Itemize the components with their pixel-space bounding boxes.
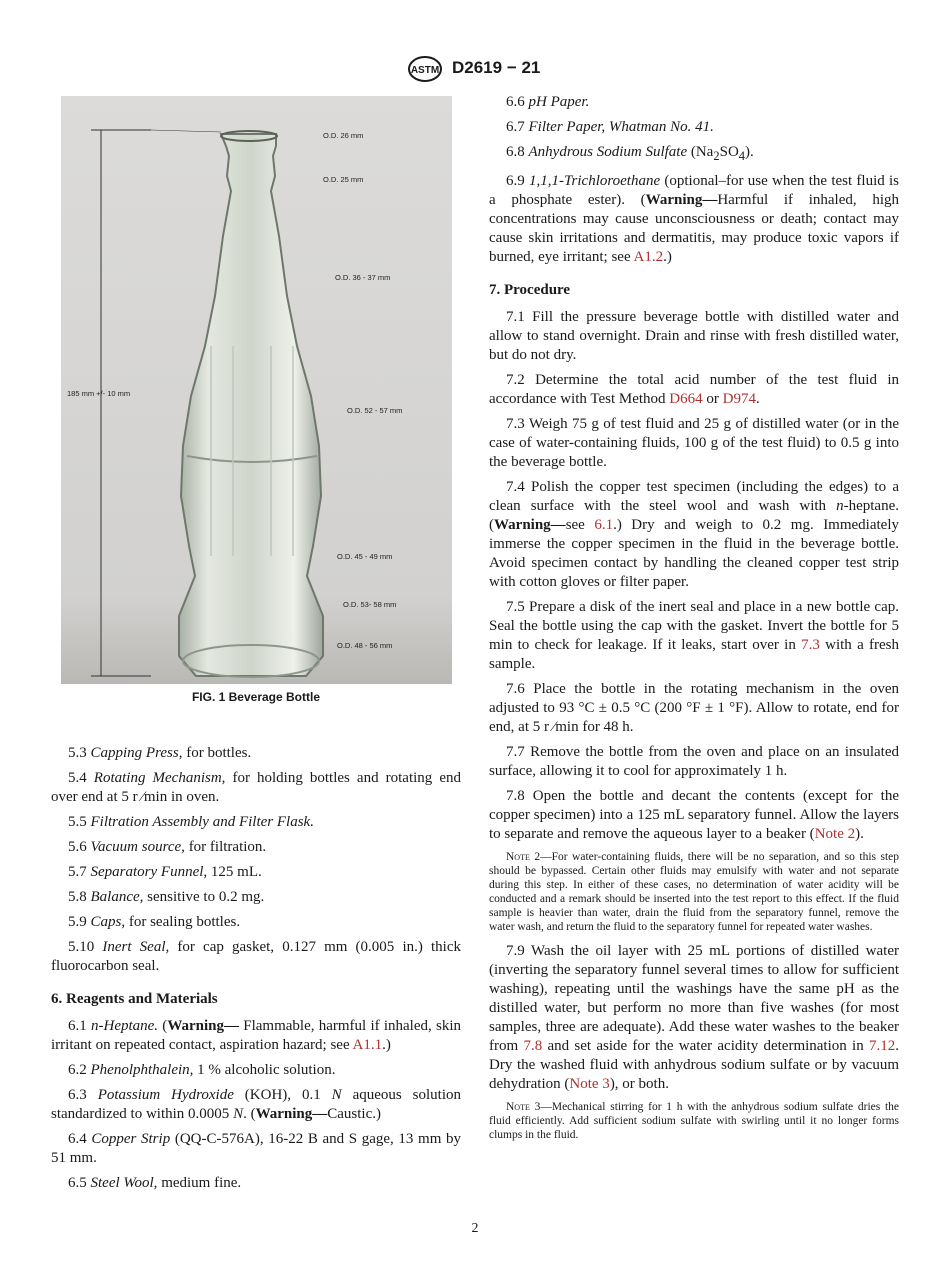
para-7-8: 7.8 Open the bottle and decant the contents (except for the copper specimen) into a 125 mL separatory funnel. Allow the layers to separate and remove the aqueous layer to a beaker (Note 2). — [489, 788, 899, 842]
para-7-1: 7.1 Fill the pressure beverage bottle with distilled water and allow to stand overnight. Drain and rinse with fresh distilled water, but do not dry. — [489, 309, 899, 363]
figure-caption: FIG. 1 Beverage Bottle — [191, 690, 321, 704]
para-7-2: 7.2 Determine the total acid number of the test fluid in accordance with Test Method D664 or D974. — [489, 372, 899, 407]
ref-7-12[interactable]: 7.12 — [869, 1038, 896, 1054]
standard-designation: D2619 − 21 — [452, 58, 541, 77]
ref-note-2[interactable]: Note 2 — [814, 826, 856, 842]
page-header — [0, 56, 950, 86]
para-5-6: 5.6 Vacuum source, for filtration. — [68, 839, 267, 855]
astm-logo — [407, 56, 443, 82]
ref-a1-1[interactable]: A1.1 — [352, 1037, 383, 1053]
para-6-6: 6.6 pH Paper. — [506, 94, 590, 110]
od-36-37-label: O.D. 36 - 37 mm — [335, 273, 391, 282]
para-7-7: 7.7 Remove the bottle from the oven and place on an insulated surface, allowing it to cool for approximately 1 h. — [489, 744, 899, 779]
para-7-4: 7.4 Polish the copper test specimen (including the edges) to a clean surface with the steel wool and wash with n-heptane. (Warning—see 6.1.) Dry and weigh to 0.2 mg. Immediately immerse the copper specimen in the fluid in the beverage bottle. Avoid specimen contact by handling the cleaned copper test strip with cotton gloves or filter paper. — [489, 479, 899, 590]
para-6-4: 6.4 Copper Strip (QQ-C-576A), 16-22 B and S gage, 13 mm by 51 mm. — [51, 1131, 461, 1166]
note-2: Note 2—For water-containing fluids, there will be no separation, and so this step should be bypassed. Certain other fluids may emulsify with water and not separate during this step. In either of these cases, no determination of water acidity will be conducted and a remark should be inserted into the test report to this effect. If the fluid sample is heavier than water, drain the fluid from the separatory funnel, remove the water wash, and return the fluid to the separatory funnel for repeated water washes. — [489, 851, 899, 933]
beverage-bottle-figure — [61, 96, 452, 684]
para-6-3: 6.3 Potassium Hydroxide (KOH), 0.1 N aqueous solution standardized to within 0.0005 N. (Warning—Caustic.) — [51, 1087, 461, 1122]
od-52-57-label: O.D. 52 - 57 mm — [347, 406, 403, 415]
para-6-1: 6.1 n-Heptane. (Warning— Flammable, harmful if inhaled, skin irritant on repeated contact, aspiration hazard; see A1.1.) — [51, 1018, 462, 1053]
left-column — [51, 744, 461, 1199]
ref-7-3[interactable]: 7.3 — [801, 637, 820, 653]
para-5-3: 5.3 Capping Press, for bottles. — [68, 745, 252, 761]
od-48-56-label: O.D. 48 - 56 mm — [337, 641, 393, 650]
para-7-9: 7.9 Wash the oil layer with 25 mL portions of distilled water (inverting the separatory funnel several times to allow for sufficient washing), repeating until the washings have the same pH as the distilled water, but perform no more than five washes (for most samples, three are adequate). Add these water washes to the beaker from 7.8 and set aside for the water acidity determination in 7.12. Dry the washed fluid with anhydrous sodium sulfate or by vacuum dehydration (Note 3), or both. — [489, 943, 899, 1092]
right-column — [489, 93, 899, 1150]
para-6-7: 6.7 Filter Paper, Whatman No. 41. — [506, 119, 714, 135]
para-5-7: 5.7 Separatory Funnel, 125 mL. — [68, 864, 262, 880]
para-5-5: 5.5 Filtration Assembly and Filter Flask. — [68, 814, 314, 830]
para-7-6: 7.6 Place the bottle in the rotating mechanism in the oven adjusted to 93 °C ± 0.5 °C (200 °F ± 1 °F). Allow to rotate, end for end, at 5 r ⁄min for 48 h. — [489, 681, 899, 735]
ref-d664[interactable]: D664 — [669, 391, 703, 407]
para-5-10: 5.10 Inert Seal, for cap gasket, 0.127 mm (0.005 in.) thick fluorocarbon seal. — [51, 939, 461, 974]
page-number: 2 — [471, 1221, 479, 1236]
para-6-8: 6.8 Anhydrous Sodium Sulfate $(Na_2SO_4)$. — [506, 144, 754, 163]
od-45-49-label: O.D. 45 - 49 mm — [337, 552, 393, 561]
ref-note-3[interactable]: Note 3 — [569, 1076, 610, 1092]
para-7-3: 7.3 Weigh 75 g of test fluid and 25 g of distilled water (or in the case of water-containing fluids, 100 g of the test fluid) to 0.5 g into the beverage bottle. — [489, 416, 899, 470]
od-53-58-label: O.D. 53- 58 mm — [343, 600, 397, 609]
logo-text: ASTM — [410, 65, 440, 76]
para-7-5: 7.5 Prepare a disk of the inert seal and place in a new bottle cap. Seal the bottle using the cap with the gasket. Invert the bottle for 5 min to check for leakage. If it leaks, start over in 7.3 with a fresh sample. — [489, 599, 900, 672]
height-label: 185 mm +/- 10 mm — [67, 389, 131, 398]
para-5-4: 5.4 Rotating Mechanism, for holding bottles and rotating end over end at 5 r ⁄min in oven. — [51, 770, 461, 805]
para-6-5: 6.5 Steel Wool, medium fine. — [68, 1175, 242, 1191]
od-26-label: O.D. 26 mm — [323, 131, 364, 140]
ref-a1-2[interactable]: A1.2 — [633, 249, 664, 265]
od-25-label: O.D. 25 mm — [323, 175, 364, 184]
para-6-2: 6.2 Phenolphthalein, 1 % alcoholic solution. — [68, 1062, 336, 1078]
ref-d974[interactable]: D974 — [722, 391, 756, 407]
ref-7-8[interactable]: 7.8 — [523, 1038, 543, 1054]
section-7-heading: 7. Procedure — [489, 282, 571, 298]
section-6-heading: 6. Reagents and Materials — [51, 991, 218, 1007]
bottle-illustration — [61, 96, 452, 684]
ref-6-1[interactable]: 6.1 — [594, 517, 614, 533]
para-5-9: 5.9 Caps, for sealing bottles. — [68, 914, 241, 930]
para-6-9: 6.9 1,1,1-Trichloroethane (optional–for use when the test fluid is a phosphate ester). (Warning—Harmful if inhaled, high concentrations may cause unconsciousness or death; contact may cause skin irritations and dermatitis, may produce toxic vapors if burned, eye irritant; see A1.2.) — [489, 173, 900, 265]
note-3: Note 3—Mechanical stirring for 1 h with the anhydrous sodium sulfate dries the fluid efficiently. Add sufficient sodium sulfate with swirling until it no longer forms clumps in the fluid. — [489, 1101, 899, 1141]
para-5-8: 5.8 Balance, sensitive to 0.2 mg. — [68, 889, 265, 905]
